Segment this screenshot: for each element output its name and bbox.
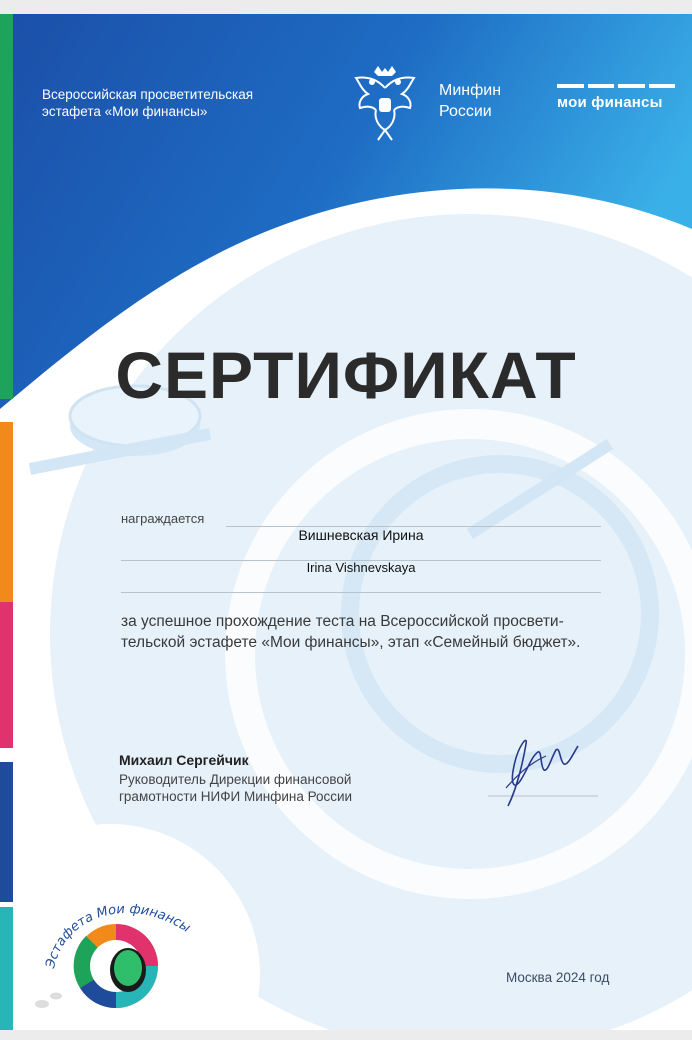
- ministry-line1: Минфин: [439, 82, 502, 99]
- brand-logo: [557, 84, 675, 111]
- logo-arc-text: Эстафета Мои финансы: [43, 901, 193, 970]
- brand-text: мои финансы: [557, 94, 663, 111]
- side-bar-navy: [0, 762, 13, 902]
- ministry-name: [439, 80, 501, 122]
- achievement-text: [121, 611, 661, 653]
- handwritten-signature: [488, 726, 598, 826]
- city-year: Москва 2024 год: [506, 970, 610, 985]
- relay-title: [42, 86, 253, 120]
- relay-title-line2: эстафета «Мои финансы»: [42, 104, 208, 119]
- signer-role-line1: Руководитель Дирекции финансовой: [119, 772, 352, 787]
- certificate-title: СЕРТИФИКАТ: [115, 338, 577, 412]
- relay-title-line1: Всероссийская просветительская: [42, 87, 254, 102]
- side-bar-teal: [0, 907, 13, 1030]
- achievement-line2: тельской эстафете «Мои финансы», этап «Семейный бюджет».: [121, 634, 581, 651]
- signer-role: [119, 771, 352, 805]
- signer-role-line2: грамотности НИФИ Минфина России: [119, 789, 353, 804]
- brand-bars: [557, 84, 675, 88]
- side-bar-pink: [0, 602, 13, 748]
- relay-logo: [24, 874, 224, 1019]
- side-bar-orange: [0, 422, 13, 604]
- line-name-en: [121, 592, 601, 593]
- certificate: [0, 14, 692, 1030]
- achievement-line1: за успешное прохождение теста на Всероссийской просвети-: [121, 613, 564, 630]
- double-headed-eagle-emblem-icon: [350, 66, 420, 146]
- recipient-name-en: Irina Vishnevskaya: [306, 560, 416, 575]
- ministry-line2: России: [439, 103, 492, 120]
- recipient-name-ru: Вишневская Ирина: [298, 527, 424, 543]
- awarded-label: награждается: [121, 511, 205, 526]
- signer-name: Михаил Сергейчик: [119, 752, 249, 768]
